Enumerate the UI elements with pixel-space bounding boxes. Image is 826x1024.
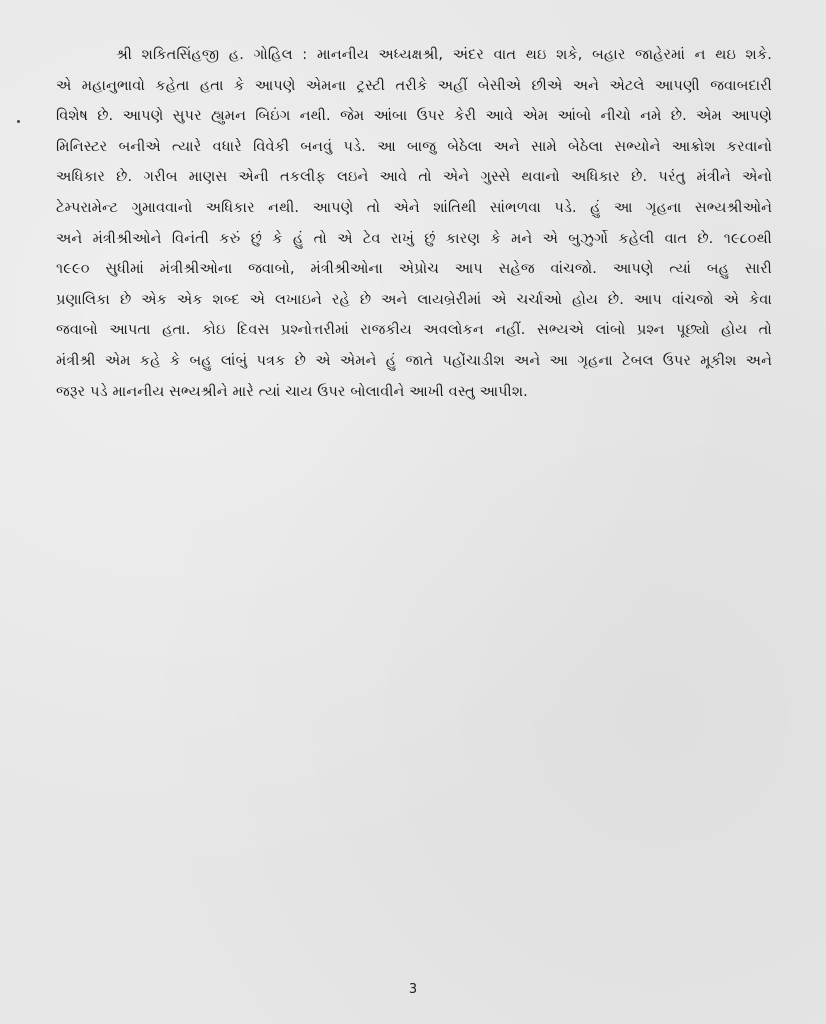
page-number: 3	[408, 982, 418, 997]
text-line-3: વિશેષ છે. આપણે સુપર હ્યુમન બિઇંગ નથી. જેમ આંબા ઉપર કેરી આવે એમ આંબો નીચો નમે છે. એમ આપણે	[56, 108, 772, 125]
text-line-5: અધિકાર છે. ગરીબ માણસ એની તકલીફ લઇને આવે તો એને ગુસ્સે થવાનો અધિકાર છે. પરંતુ મંત્રીને એનો	[56, 169, 772, 186]
text-line-1: શ્રી શકિતસિંહજી હ. ગોહિલ : માનનીય અધ્યક્ષશ્રી, અંદર વાત થઇ શકે, બહાર જાહેરમાં ન થઇ શકે.	[116, 47, 772, 63]
text-line-9: પ્રણાલિકા છે એક એક શબ્દ એ લખાઇને રહે છે અને લાયબ્રેરીમાં એ ચર્ચાઓ હોય છે. આપ વાંચજો એ કેવા	[56, 291, 772, 308]
text-line-8: ૧૯૯૦ સુધીમાં મંત્રીશ્રીઓના જવાબો, મંત્રીશ્રીઓના એપ્રોચ આપ સહેજ વાંચજો. આપણે ત્યાં બહુ સારી	[56, 261, 772, 278]
scan-speck	[17, 120, 20, 123]
text-line-2: એ મહાનુભાવો કહેતા હતા કે આપણે એમના ટ્રસ્ટી તરીકે અહીં બેસીએ છીએ અને એટલે આપણી જવાબદારી	[56, 77, 772, 94]
text-line-11: મંત્રીશ્રી એમ કહે કે બહુ લાંબું પત્રક છે એ એમને હું જાતે પહોંચાડીશ અને આ ગૃહના ટેબલ ઉપર મૂકીશ અને	[56, 352, 772, 369]
text-line-7: અને મંત્રીશ્રીઓને વિનંતી કરું છું કે હું તો એ ટેવ રાખું છું કારણ કે મને એ બુઝુર્ગો કહેલી વાત છે. ૧૯૮૦થી	[56, 230, 772, 247]
body-paragraph	[56, 40, 772, 407]
text-line-10: જવાબો આપતા હતા. કોઇ દિવસ પ્રશ્નોત્તરીમાં રાજકીય અવલોકન નહીં. સભ્યએ લાંબો પ્રશ્ન પૂછ્યો હોય તો	[56, 322, 772, 339]
text-line-12: જરૂર પડે માનનીય સભ્યશ્રીને મારે ત્યાં ચાય ઉપર બોલાવીને આખી વસ્તુ આપીશ.	[56, 383, 528, 400]
text-line-4: મિનિસ્ટર બનીએ ત્યારે વધારે વિવેકી બનવું પડે. આ બાજુ બેઠેલા અને સામે બેઠેલા સભ્યોને આક્રોશ કરવાનો	[56, 138, 772, 155]
text-line-6: ટેમ્પરામેન્ટ ગુમાવવાનો અધિકાર નથી. આપણે તો એને શાંતિથી સાંભળવા પડે. હું આ ગૃહના સભ્યશ્રીઓને	[56, 199, 772, 216]
